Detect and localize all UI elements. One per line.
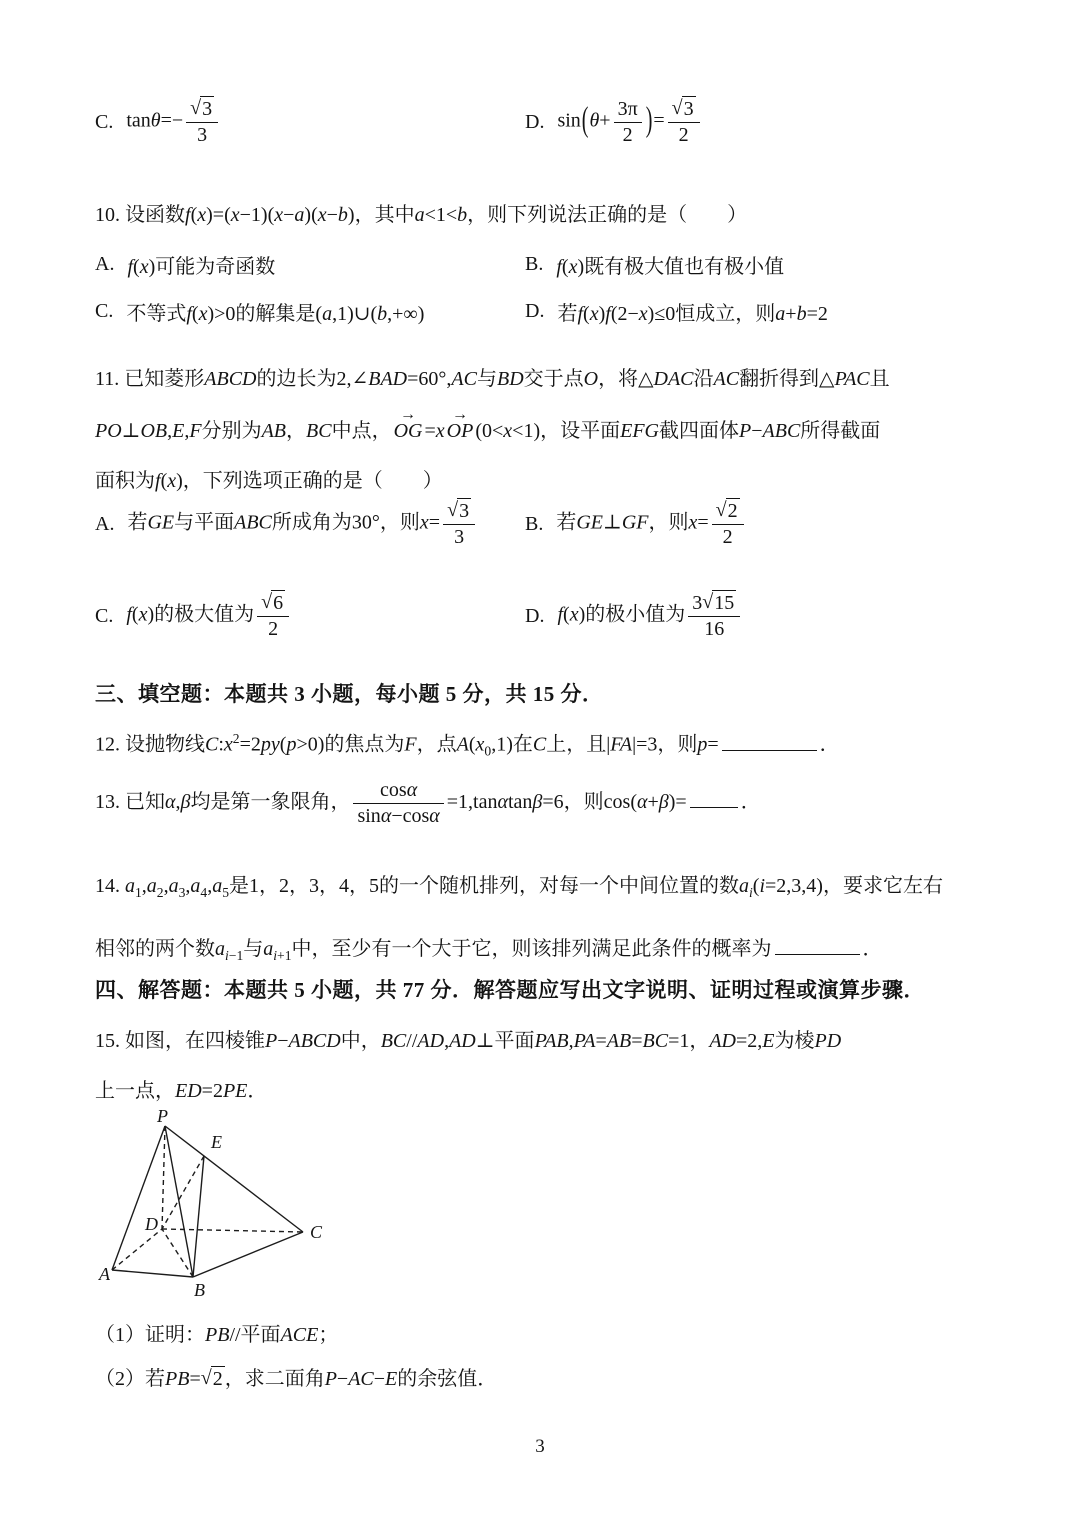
q10-options-ab [95, 250, 1030, 279]
option-label: D. [525, 300, 545, 322]
vertex-label-b: B [194, 1280, 205, 1300]
section3-header: 三、填空题：本题共 3 小题，每小题 5 分，共 15 分． [95, 682, 604, 706]
vertex-label-e: E [211, 1132, 222, 1152]
q11-options-cd [95, 590, 1030, 642]
option-formula: sin(θ+ $\frac{3\pi}{2}$ )= $\frac{√3}{2}$ [557, 96, 702, 148]
option-formula: f(x)既有极大值也有极小值 [556, 256, 785, 278]
option-formula: 若GE⊥GF，则x= $\frac{√2}{2}$ [556, 498, 746, 550]
q11-stem-line3: 面积为f(x)，下列选项正确的是（ ） [95, 470, 443, 492]
page-number: 3 [535, 1436, 545, 1457]
q15-stem-line2: 上一点，ED=2PE． [95, 1080, 268, 1102]
option-formula: f(x)可能为奇函数 [127, 256, 276, 278]
q11-stem-line1: 11. 已知菱形ABCD的边长为2,∠BAD=60°,AC与BD交于点O，将△DAC沿AC翻折得到△PAC且 [95, 368, 890, 390]
q10-option-c [95, 297, 525, 326]
q11-option-a [95, 498, 525, 550]
q12-stem: 12. 设抛物线$C:x^2=2py(p>0)$的焦点为F，点$A(x_0,1)$在C上，且|FA|=3，则p= ． [95, 722, 1030, 768]
option-formula: f(x)的极小值为 $\frac{3√15}{16}$ [557, 590, 743, 642]
option-label: B. [525, 253, 544, 275]
q15-figure [95, 1108, 345, 1303]
q14-stem-line1: 14. $a_1,a_2,a_3,a_4,a_5$是1，2，3，4，5的一个随机排列，对每一个中间位置的数$a_i(i=2,3,4)$，要求它左右 [95, 875, 943, 900]
q10-options-cd [95, 297, 1030, 326]
option-label: C. [95, 300, 114, 322]
section4-header: 四、解答题：本题共 5 小题，共 77 分．解答题应写出文字说明、证明过程或演算步骤． [95, 978, 925, 1002]
option-formula: 不等式f(x)>0的解集是(a,1)∪(b,+∞) [126, 303, 425, 325]
q10-option-b [525, 250, 784, 279]
vertex-label-d: D [145, 1214, 158, 1234]
q14-stem-line2: 相邻的两个数$a_{i-1}$与$a_{i+1}$中，至少有一个大于它，则该排列满足此条件的概率为 ． [95, 921, 1030, 984]
vertex-label-p: P [157, 1108, 168, 1126]
option-label: D. [525, 110, 545, 133]
option-label: C. [95, 110, 114, 133]
option-formula: 若f(x)f(2−x)≤0恒成立，则a+b=2 [557, 303, 828, 325]
option-formula: f(x)的极大值为 $\frac{√6}{2}$ [126, 590, 292, 642]
option-label: A. [95, 253, 115, 275]
q11-option-c [95, 590, 525, 642]
q15-stem-line1: 15. 如图，在四棱锥P−ABCD中，BC//AD,AD⊥平面PAB,PA=AB=BC=1，AD=2,E为棱PD [95, 1030, 842, 1052]
q13-stem: 13. 已知α,β均是第一象限角， $\frac{\cos\alpha}{\sin\alpha-\cos\alpha}$ =1,tanαtanβ=6，则cos(α+β)= ． [95, 779, 761, 827]
q10-option-a [95, 250, 525, 279]
q10-stem: 10. 设函数f(x)=(x−1)(x−a)(x−b)，其中a<1<b，则下列说法正确的是（ ） [95, 204, 748, 226]
option-label: B. [525, 512, 544, 535]
q11-options-ab [95, 498, 1030, 550]
option-label: C. [95, 604, 114, 627]
vertex-label-c: C [310, 1222, 323, 1242]
option-formula: 若GE与平面ABC所成角为30°，则x= $\frac{√3}{3}$ [127, 498, 478, 550]
vertex-label-a: A [99, 1264, 110, 1284]
q9-option-c [95, 96, 525, 148]
q11-option-d [525, 590, 743, 642]
option-label: D. [525, 604, 545, 627]
q15-stem [95, 1016, 1030, 1116]
q9-option-d [525, 96, 703, 148]
option-label: A. [95, 512, 115, 535]
q11-stem [95, 354, 1030, 506]
option-formula: tanθ=− $\frac{√3}{3}$ [126, 96, 221, 148]
q14-stem [95, 858, 1030, 984]
q11-option-b [525, 498, 747, 550]
pyramid-figure [95, 1108, 345, 1303]
q11-stem-line2: PO⊥OB,E,F分别为AB，BC中点， → OG =x → OP (0<x<1)，设平面EFG截四面体P−ABC所得截面 [95, 406, 881, 442]
q15-part2: （2）若PB=√2 ，求二面角P−AC−E的余弦值． [95, 1367, 498, 1390]
q10-option-d [525, 297, 828, 326]
q15-part1: （1）证明：PB//平面ACE； [95, 1324, 339, 1346]
q9-options-row [95, 96, 1030, 148]
